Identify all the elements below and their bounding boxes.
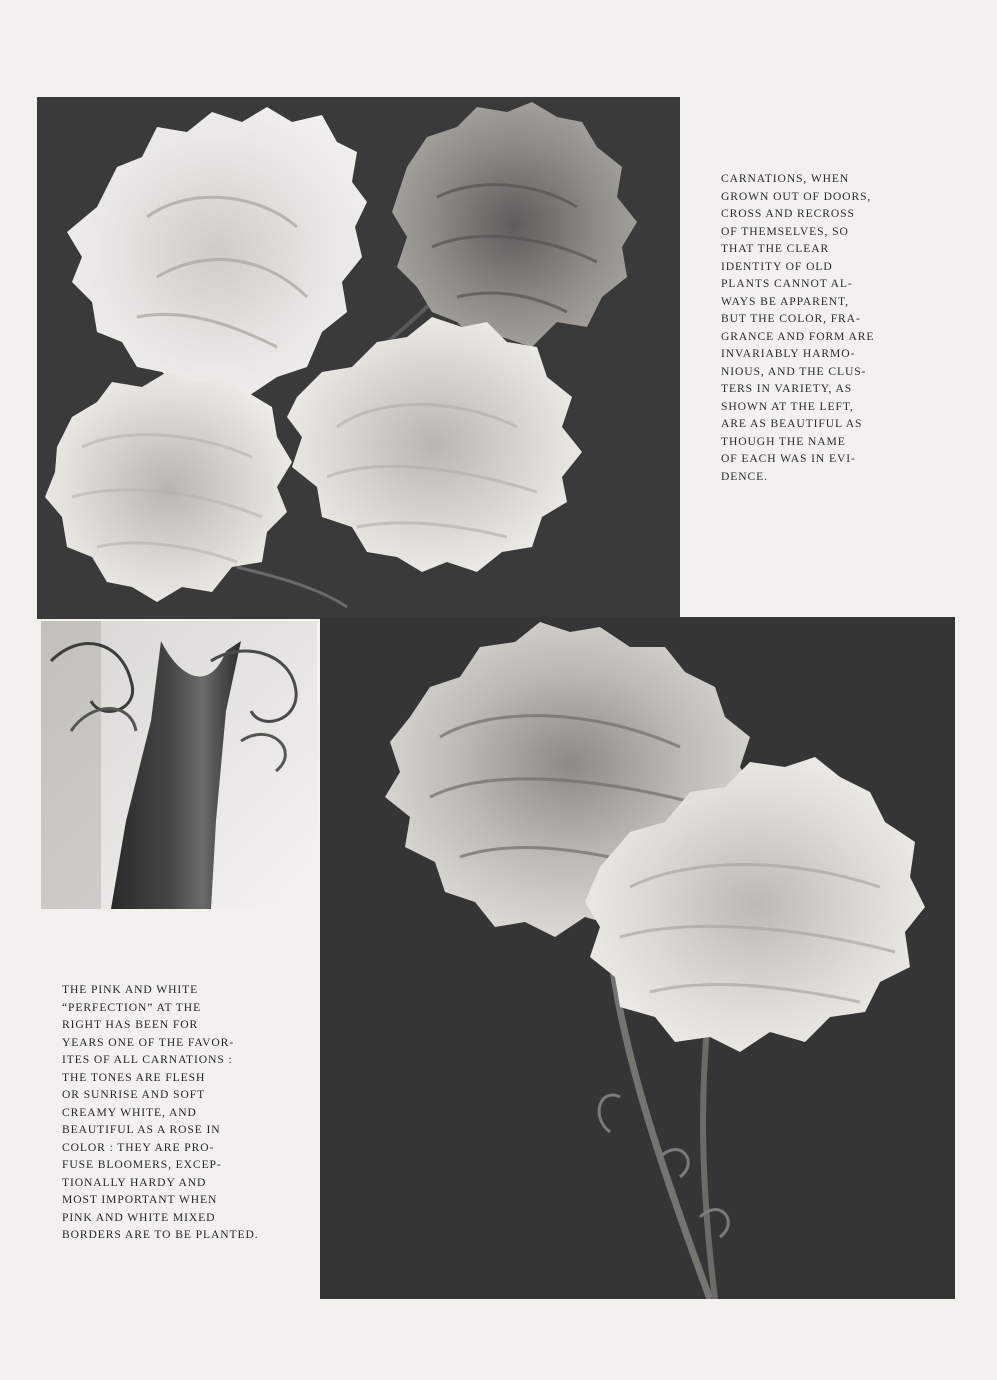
- caption-perfection-carnation: THE PINK AND WHITE “PERFECTION” AT THE RIGHT HAS BEEN FOR YEARS ONE OF THE FAVOR- ITES OF ALL CARNATIONS : THE TONES ARE FLESH OR SUNRISE AND SOFT CREAMY WHITE, AND BEAUTIFUL AS A ROSE IN COLOR : THEY ARE PRO- FUSE BLOOMERS, EXCEP- TIONALLY HARDY AND MOST IMPORTANT WHEN PINK AND WHITE MIXED BORDERS ARE TO BE PLANTED.: [62, 983, 259, 1241]
- perfection-carnation-illustration: [320, 617, 955, 1299]
- vase-photo: [41, 621, 317, 909]
- carnation-cluster-illustration: [37, 97, 680, 619]
- vase-illustration: [41, 621, 317, 909]
- perfection-carnation-photo: [320, 617, 955, 1299]
- carnation-cluster-photo: [37, 97, 680, 619]
- caption-carnations-outdoors: CARNATIONS, WHEN GROWN OUT OF DOORS, CROSS AND RECROSS OF THEMSELVES, SO THAT THE CLEAR IDENTITY OF OLD PLANTS CANNOT AL- WAYS BE APPARENT, BUT THE COLOR, FRA- GRANCE AND FORM ARE INVARIABLY HARMO- NIOUS, AND THE CLUS- TERS IN VARIETY, AS SHOWN AT THE LEFT, ARE AS BEAUTIFUL AS THOUGH THE NAME OF EACH WAS IN EVI- DENCE.: [721, 172, 875, 483]
